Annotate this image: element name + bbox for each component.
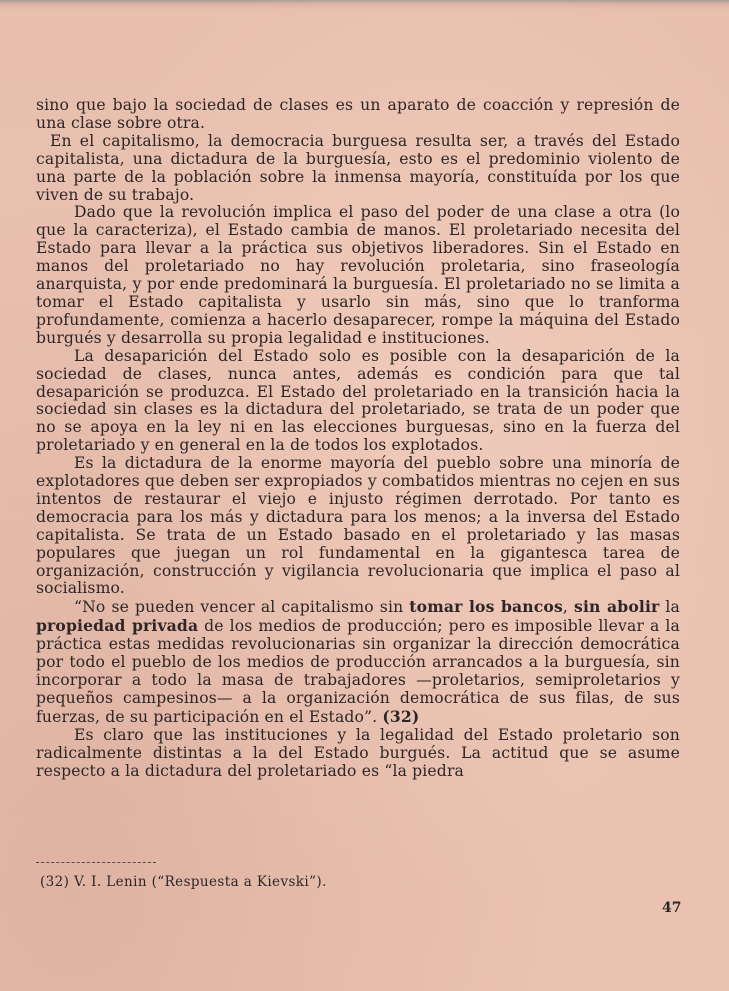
quote-part-1: “No se pueden vencer al capitalismo sin <box>74 598 410 617</box>
quote-part-2: , <box>562 598 575 617</box>
paragraph-desaparicion-estado: La desaparición del Estado solo es posible con la desaparición de la sociedad de clases, nunca antes, además es condición para que tal desaparición se produzca. El Estado del proletariado en la transición hacia la sociedad sin clases es la dictadura del proletariado, se trata de un poder que no se apoya en la ley ni en las elecciones burguesas, sino en la fuerza del proletariado y en general en la de todos los explotados. <box>36 346 680 455</box>
quote-emphasis-bancos: tomar los bancos <box>409 597 563 617</box>
paragraph-democracia-burguesa: En el capitalismo, la democracia burguesa resulta ser, a través del Estado capitalista, una dictadura de la burguesía, esto es el predominio violento de una parte de la población sobre la inmensa mayoría, constituída por los que viven de su trabajo. <box>36 131 680 204</box>
footnote-reference: (32) <box>382 706 420 726</box>
page-number: 47 <box>662 900 682 916</box>
page-body-text <box>36 97 680 780</box>
paragraph-dictadura-mayoria: Es la dictadura de la enorme mayoría del pueblo sobre una minoría de explotadores que deben ser expropiados y combatidos mientras no cejen en sus intentos de restaurar el viejo e injusto régimen derrotado. Por tanto es democracia para los más y dictadura para los menos; a la inversa del Estado capitalista. Se trata de un Estado basado en el proletariado y las masas populares que juegan un rol fundamental en la gigantesca tarea de organización, construcción y vigilancia revolucionaria que implica el paso al socialismo. <box>36 454 680 598</box>
quote-part-4: de los medios de producción; pero es imposible llevar a la práctica estas medidas revolucionarias sin organizar la dirección democrática por todo el pueblo de los medios de producción arrancados a la burguesía, sin incorporar a todo la masa de trabajadores —proletarios, semiproletarios y pequeños campesinos— a la organización democrática de sus filas, de sus fuerzas, de su participación en el Estado”. <box>36 617 680 726</box>
footnote: (32) V. I. Lenin (“Respuesta a Kievski”). <box>40 874 327 890</box>
paragraph-lenin-quote <box>36 598 680 726</box>
paragraph-continuation: sino que bajo la sociedad de clases es un aparato de coacción y represión de una clase sobre otra. <box>36 96 680 132</box>
quote-emphasis-propiedad: propiedad privada <box>36 616 199 636</box>
paragraph-instituciones: Es claro que las instituciones y la legalidad del Estado proletario son radicalmente distintas a la del Estado burgués. La actitud que se asume respecto a la dictadura del proletariado es “la piedra <box>36 725 680 780</box>
quote-emphasis-abolir: sin abolir <box>574 597 660 617</box>
paragraph-revolucion-estado: Dado que la revolución implica el paso del poder de una clase a otra (lo que la caracteriza), el Estado cambia de manos. El proletariado necesita del Estado para llevar a la práctica sus objetivos liberadores. Sin el Estado en manos del proletariado no hay revolución proletaria, sino fraseología anarquista, y por ende predominará la burguesía. El proletariado no se limita a tomar el Estado capitalista y usarlo sin más, sino que lo tranforma profundamente, comienza a hacerlo desaparecer, rompe la máquina del Estado burgués y desarrolla su propia legalidad e instituciones. <box>36 203 680 347</box>
quote-part-3: la <box>659 598 681 617</box>
footnote-divider <box>36 862 156 863</box>
